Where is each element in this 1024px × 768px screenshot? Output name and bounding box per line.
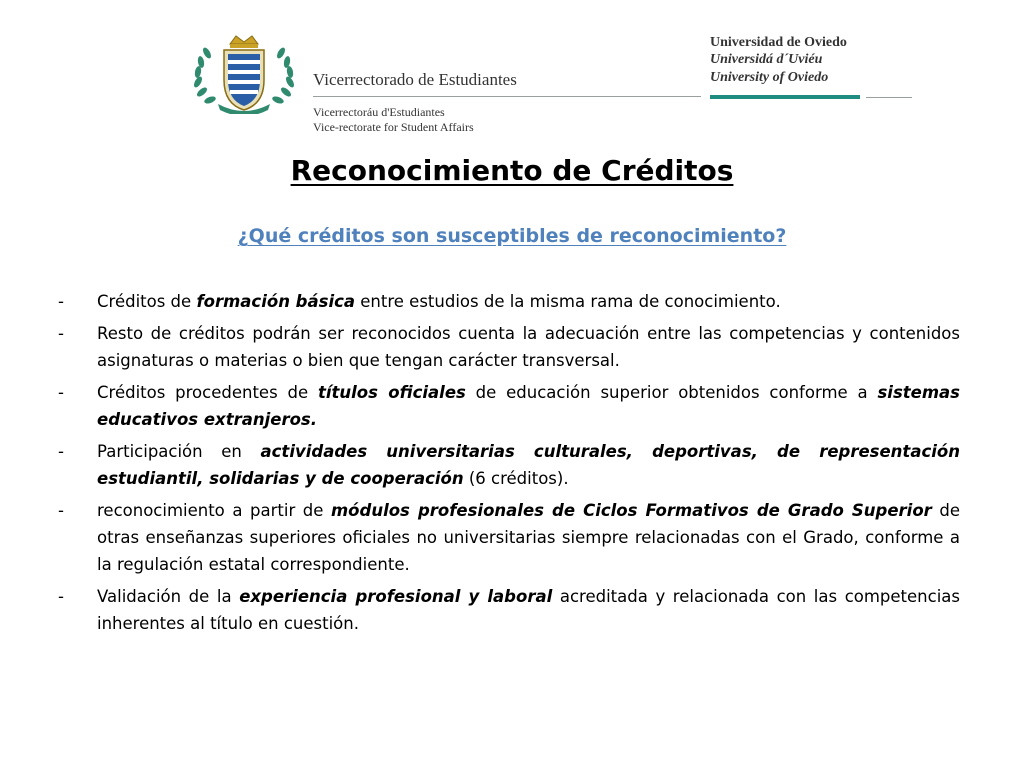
header-rule-right bbox=[866, 97, 912, 98]
vicerrectorado-title: Vicerrectorado de Estudiantes bbox=[313, 70, 517, 89]
list-item-text: de educación superior obtenidos conforme a bbox=[465, 383, 878, 402]
emphasized-text: formación básica bbox=[196, 292, 356, 311]
list-item-text: Participación en bbox=[97, 442, 261, 461]
credit-recognition-list bbox=[54, 288, 960, 642]
header-accent-bar bbox=[710, 95, 860, 99]
list-item bbox=[54, 497, 960, 578]
list-item-text: acreditada y relacionada con las competencias inherentes al título en cuestión. bbox=[97, 587, 960, 633]
list-item-text: Créditos procedentes de bbox=[97, 383, 318, 402]
list-item bbox=[54, 438, 960, 492]
list-item-text: Resto de créditos podrán ser reconocidos cuenta la adecuación entre las competencias y contenidos asignaturas o materias o bien que tengan carácter transversal. bbox=[97, 324, 960, 370]
header-rule-left bbox=[313, 96, 701, 97]
university-name-english: University of Oviedo bbox=[710, 70, 829, 85]
university-seal-icon bbox=[188, 30, 300, 114]
list-item bbox=[54, 288, 960, 315]
page-title: Reconocimiento de Créditos bbox=[290, 154, 734, 187]
university-name-spanish: Universidad de Oviedo bbox=[710, 35, 847, 50]
list-item-text: entre estudios de la misma rama de conocimiento. bbox=[355, 292, 781, 311]
vicerrectorado-subtitle-english: Vice-rectorate for Student Affairs bbox=[313, 120, 474, 134]
list-item-text: reconocimiento a partir de bbox=[97, 501, 331, 520]
bullet-dash: - bbox=[58, 292, 64, 311]
vicerrectorado-subtitle-asturian: Vicerrectoráu d'Estudiantes bbox=[313, 105, 445, 119]
emphasized-text: actividades universitarias culturales, deportivas, de representación estudiantil, solidarias y de cooperación bbox=[97, 442, 960, 488]
list-item bbox=[54, 583, 960, 637]
list-item-text: (6 créditos). bbox=[463, 469, 569, 488]
bullet-dash: - bbox=[58, 442, 64, 461]
university-name-asturian: Universidá d´Uviéu bbox=[710, 52, 823, 67]
bullet-dash: - bbox=[58, 324, 64, 343]
list-item-text: de otras enseñanzas superiores oficiales no universitarias siempre relacionadas con el Grado, conforme a la regulación estatal correspondiente. bbox=[97, 501, 961, 574]
bullet-dash: - bbox=[58, 383, 64, 402]
list-item-text: Créditos de bbox=[97, 292, 197, 311]
page-subtitle: ¿Qué créditos son susceptibles de reconocimiento? bbox=[237, 225, 787, 247]
emphasized-text: sistemas educativos extranjeros. bbox=[97, 383, 960, 429]
emphasized-text: experiencia profesional y laboral bbox=[239, 587, 553, 606]
emphasized-text: títulos oficiales bbox=[317, 383, 466, 402]
bullet-dash: - bbox=[58, 501, 64, 520]
emphasized-text: módulos profesionales de Ciclos Formativos de Grado Superior bbox=[330, 501, 932, 520]
bullet-dash: - bbox=[58, 587, 64, 606]
list-item-text: Validación de la bbox=[97, 587, 240, 606]
list-item bbox=[54, 320, 960, 374]
list-item bbox=[54, 379, 960, 433]
